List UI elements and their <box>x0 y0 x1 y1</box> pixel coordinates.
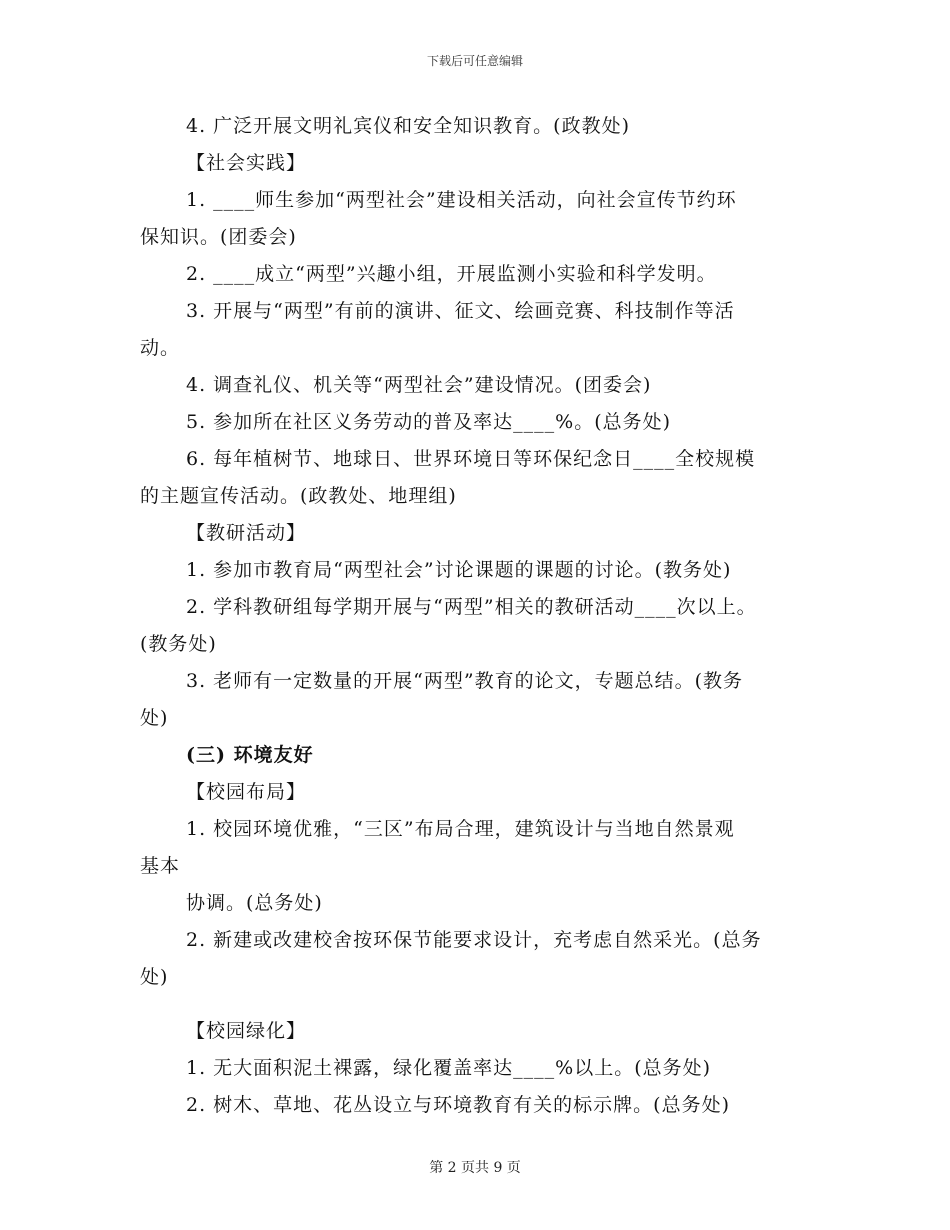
text-line: 处) <box>140 966 169 988</box>
text-line: 2. 学科教研组每学期开展与“两型”相关的教研活动____次以上。 <box>186 596 757 618</box>
text-line: (教务处) <box>140 633 217 655</box>
text-line: 1. 无大面积泥土裸露，绿化覆盖率达____%以上。(总务处) <box>186 1057 712 1079</box>
text-line: 3. 开展与“两型”有前的演讲、征文、绘画竞赛、科技制作等活 <box>186 300 735 322</box>
text-line: 1. 校园环境优雅，“三区”布局合理，建筑设计与当地自然景观 <box>186 818 735 840</box>
text-line: 【校园布局】 <box>186 781 307 803</box>
text-line: 基本 <box>140 855 181 877</box>
page-header: 下载后可任意编辑 <box>426 54 523 68</box>
text-line: 协调。(总务处) <box>186 892 323 914</box>
text-line: 动。 <box>140 337 181 359</box>
text-line: 3. 老师有一定数量的开展“两型”教育的论文，专题总结。(教务 <box>186 670 744 692</box>
text-line: 1. 参加市教育局“两型社会”讨论课题的课题的讨论。(教务处) <box>186 559 732 581</box>
text-line: 1. ____师生参加“两型社会”建设相关活动，向社会宣传节约环 <box>186 189 737 211</box>
text-line: 【教研活动】 <box>186 522 307 544</box>
text-line: 【校园绿化】 <box>186 1020 307 1042</box>
page-footer: 第 2 页共 9 页 <box>429 1160 521 1176</box>
text-line: 2. 新建或改建校舍按环保节能要求设计，充考虑自然采光。(总务 <box>186 929 762 951</box>
text-line: 的主题宣传活动。(政教处、地理组) <box>140 485 457 507</box>
document-body <box>140 108 812 1124</box>
text-line: 处) <box>140 707 169 729</box>
text-line: 4. 广泛开展文明礼宾仪和安全知识教育。(政教处) <box>186 115 630 137</box>
paragraph-spacer <box>140 996 812 1013</box>
text-line: 2. 树木、草地、花丛设立与环境教育有关的标示牌。(总务处) <box>186 1094 730 1116</box>
text-line: 6. 每年植树节、地球日、世界环境日等环保纪念日____全校规模 <box>186 448 756 470</box>
section-heading: (三) 环境友好 <box>186 744 314 766</box>
text-line: 5. 参加所在社区义务劳动的普及率达____%。(总务处) <box>186 411 672 433</box>
text-line: 4. 调查礼仪、机关等“两型社会”建设情况。(团委会) <box>186 374 652 396</box>
text-line: 保知识。(团委会) <box>140 226 297 248</box>
text-line: 2. ____成立“两型”兴趣小组，开展监测小实验和科学发明。 <box>186 263 717 285</box>
text-line: 【社会实践】 <box>186 152 307 174</box>
